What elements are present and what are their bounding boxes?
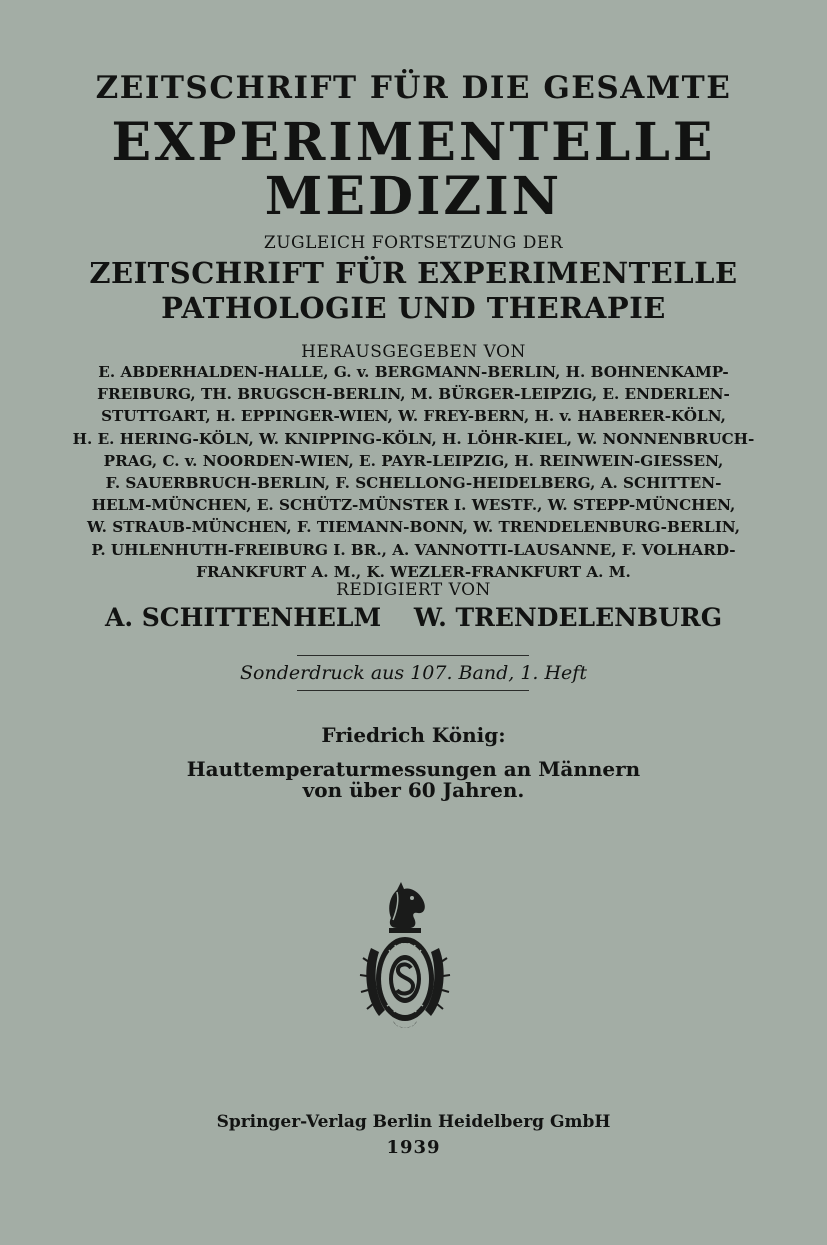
editor-name: W. TRENDELENBURG (413, 603, 723, 632)
offprint-note: Sonderdruck aus 107. Band, 1. Heft (240, 662, 587, 684)
publishers-line: P. UHLENHUTH-FREIBURG I. BR., A. VANNOTTI-LAUSANNE, F. VOLHARD- (91, 540, 736, 559)
continuation-intro: ZUGLEICH FORTSETZUNG DER (263, 233, 564, 253)
divider-top (297, 655, 529, 656)
springer-chess-knight-emblem-icon (357, 878, 453, 1036)
continuation-title-line1: ZEITSCHRIFT FÜR EXPERIMENTELLE (89, 256, 738, 290)
publishers-line: E. ABDERHALDEN-HALLE, G. v. BERGMANN-BERLIN, H. BOHNENKAMP- (98, 363, 729, 381)
publishers-line: STUTTGART, H. EPPINGER-WIEN, W. FREY-BERN, H. v. HABERER-KÖLN, (101, 407, 726, 426)
journal-title-line2: EXPERIMENTELLE (111, 112, 716, 173)
publishers-line: W. STRAUB-MÜNCHEN, F. TIEMANN-BONN, W. TRENDELENBURG-BERLIN, (86, 518, 741, 537)
publishers-line: F. SAUERBRUCH-BERLIN, F. SCHELLONG-HEIDELBERG, A. SCHITTEN- (105, 474, 722, 493)
editor-name: A. SCHITTENHELM (104, 603, 382, 632)
article-title-line1: Hauttemperaturmessungen an Männern (186, 757, 641, 781)
editors-heading: REDIGIERT VON (336, 580, 491, 600)
journal-title-line1: ZEITSCHRIFT FÜR DIE GESAMTE (95, 70, 732, 106)
publishers-line: HELM-MÜNCHEN, E. SCHÜTZ-MÜNSTER I. WESTF., W. STEPP-MÜNCHEN, (91, 496, 736, 515)
article-title-line2: von über 60 Jahren. (302, 778, 525, 802)
journal-title-line3: MEDIZIN (264, 166, 563, 227)
editors-list (0, 603, 827, 632)
publishers-heading: HERAUSGEGEBEN VON (301, 342, 526, 362)
continuation-title-line2: PATHOLOGIE UND THERAPIE (161, 291, 666, 325)
publishers-line: PRAG, C. v. NOORDEN-WIEN, E. PAYR-LEIPZIG, H. REINWEIN-GIESSEN, (103, 451, 724, 470)
publisher-imprint: Springer-Verlag Berlin Heidelberg GmbH (216, 1112, 611, 1132)
publishers-line: H. E. HERING-KÖLN, W. KNIPPING-KÖLN, H. LÖHR-KIEL, W. NONNENBRUCH- (72, 429, 755, 448)
divider-bottom (297, 690, 529, 691)
publishers-line: FREIBURG, TH. BRUGSCH-BERLIN, M. BÜRGER-LEIPZIG, E. ENDERLEN- (97, 385, 730, 404)
publication-year: 1939 (386, 1137, 441, 1158)
publishers-list (40, 361, 787, 583)
article-author: Friedrich König: (321, 723, 506, 747)
publishers-line: FRANKFURT A. M., K. WEZLER-FRANKFURT A. M. (196, 562, 631, 581)
